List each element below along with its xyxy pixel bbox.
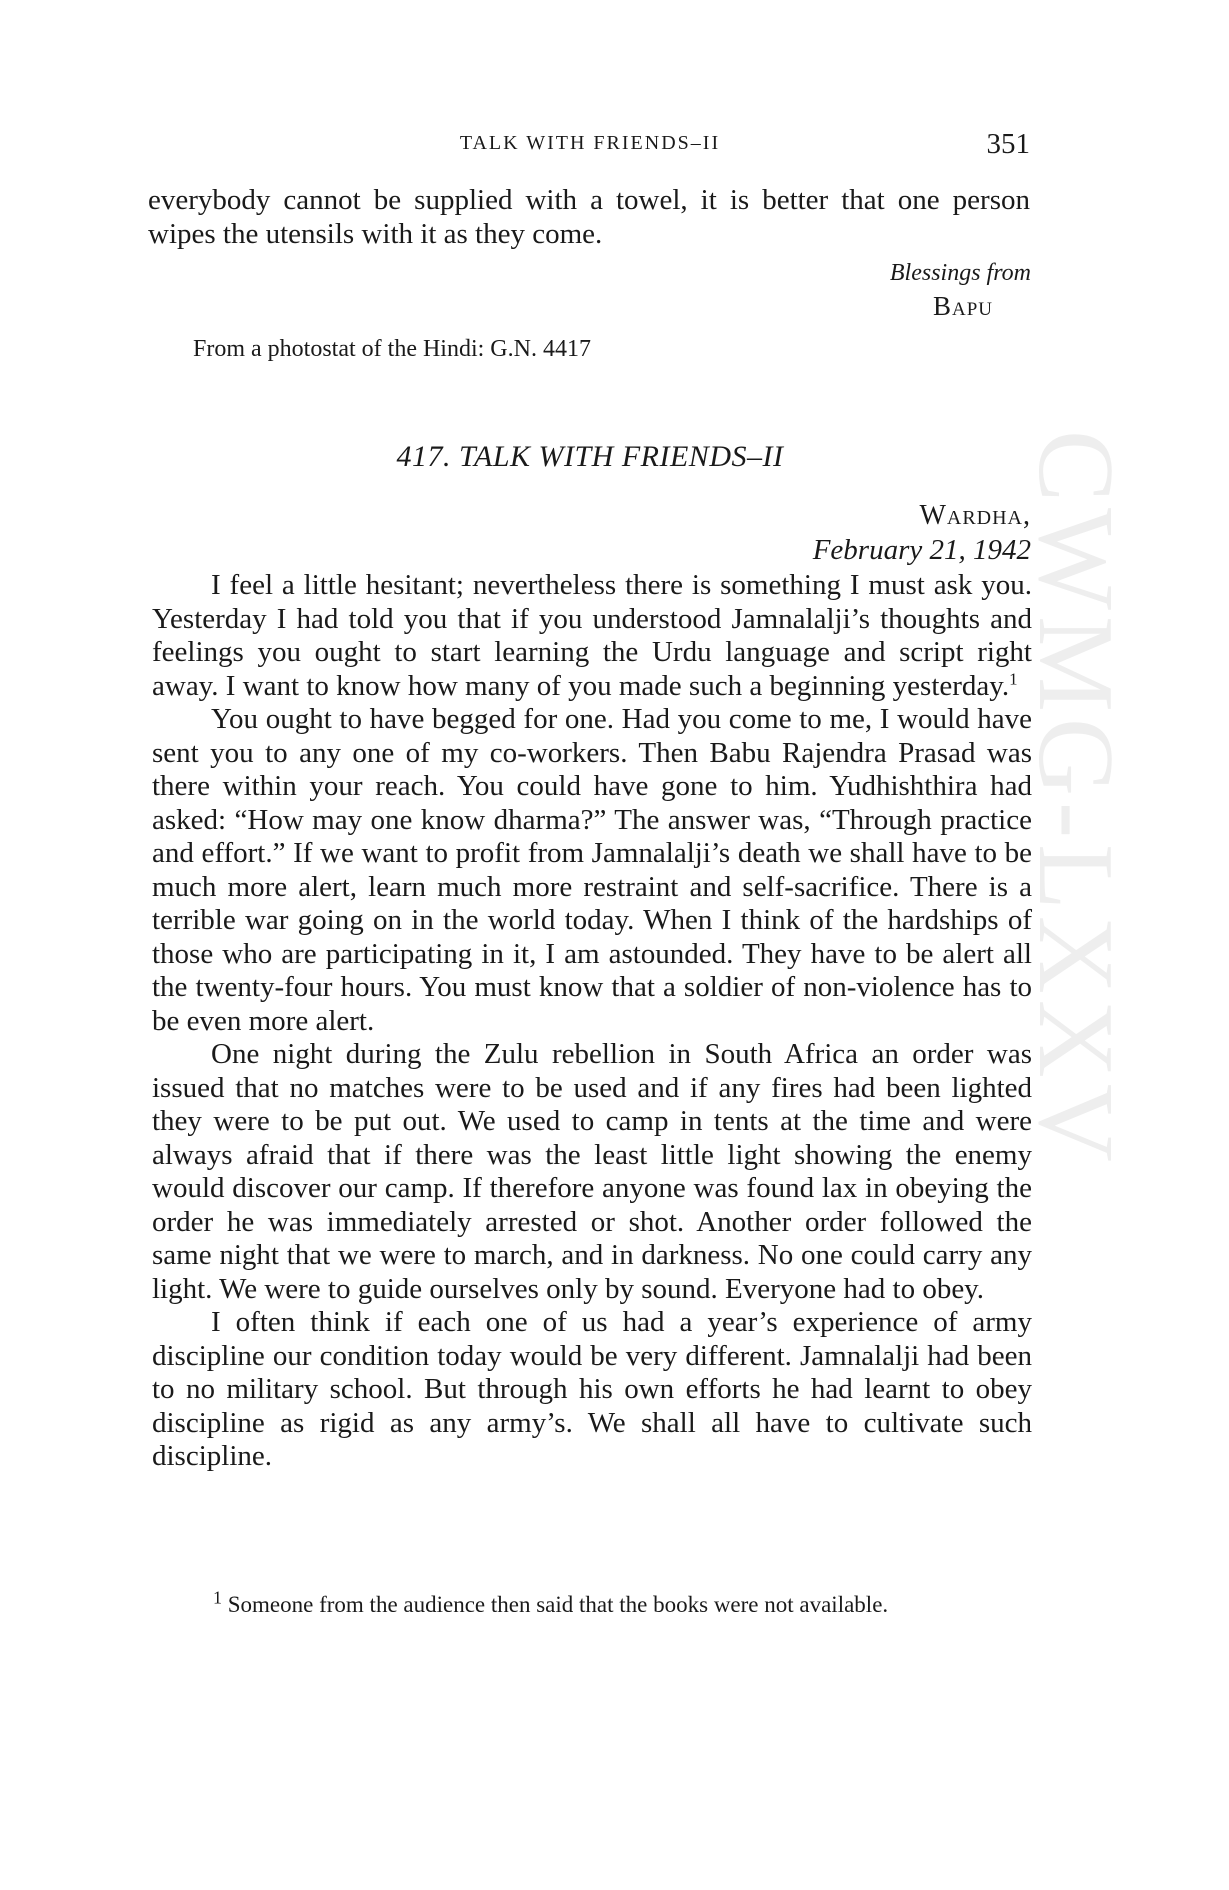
- carryover-paragraph: everybody cannot be supplied with a towel, it is better that one person wipes the utensils with it as they come.: [148, 184, 1030, 250]
- footnote-text: Someone from the audience then said that the books were not available.: [227, 1592, 889, 1617]
- carryover-paragraph-block: [148, 183, 1030, 251]
- signature: Bapu: [932, 291, 993, 321]
- paragraph: [152, 569, 1032, 703]
- paragraph: One night during the Zulu rebellion in South Africa an order was issued that no matches were to be used and if any fires had been lighted they were to be put out. We used to camp in tents at the time and were always afraid that if there was the least little light showing the enemy would discover our camp. If therefore anyone was found lax in obeying the order he was immediately arrested or shot. Another order followed the same night that we were to march, and in darkness. No one could carry any light. We were to guide ourselves only by sound. Everyone had to obey.: [152, 1038, 1032, 1305]
- watermark-text: CWMG-LXXV: [1016, 430, 1135, 1168]
- running-title: TALK WITH FRIENDS–II: [459, 132, 721, 154]
- page-number: 351: [986, 128, 1030, 160]
- paragraph: You ought to have begged for one. Had you come to me, I would have sent you to any one of my co-workers. Then Babu Rajendra Prasad was there within your reach. You could have gone to him. Yudhishthira had asked: “How may one know dharma?” The answer was, “Through practice and effort.” If we want to profit from Jamnalalji’s death we shall have to be much more alert, learn much more restraint and self-sacrifice. There is a terrible war going on in the world today. When I think of the hardships of those who are participating in it, I am astounded. They have to be alert all the twenty-four hours. You must know that a soldier of non-violence has to be even more alert.: [152, 703, 1032, 1037]
- body-text: [152, 569, 1032, 1474]
- footnote-reference: 1: [1009, 668, 1018, 688]
- blessings-line: Blessings from: [889, 260, 1031, 286]
- section-title: 417. TALK WITH FRIENDS–II: [396, 440, 784, 473]
- dateline-place: Wardha,: [919, 500, 1031, 531]
- paragraph: I often think if each one of us had a year’s experience of army discipline our condition today would be very different. Jamnalalji had been to no military school. But through his own efforts he had learnt to obey discipline as rigid as any army’s. We shall all have to cultivate such discipline.: [152, 1306, 1032, 1472]
- source-note: From a photostat of the Hindi: G.N. 4417: [193, 336, 591, 362]
- paragraph-text: I feel a little hesitant; nevertheless there is something I must ask you. Yesterday I had told you that if you understood Jamnalalji’s thoughts and feelings you ought to start learning the Urdu language and script right away. I want to know how many of you made such a beginning yesterday.: [152, 569, 1032, 702]
- dateline-date: February 21, 1942: [812, 534, 1031, 566]
- footnote: [213, 1587, 1043, 1618]
- footnote-mark: 1: [213, 1587, 222, 1608]
- running-head: [150, 128, 1030, 160]
